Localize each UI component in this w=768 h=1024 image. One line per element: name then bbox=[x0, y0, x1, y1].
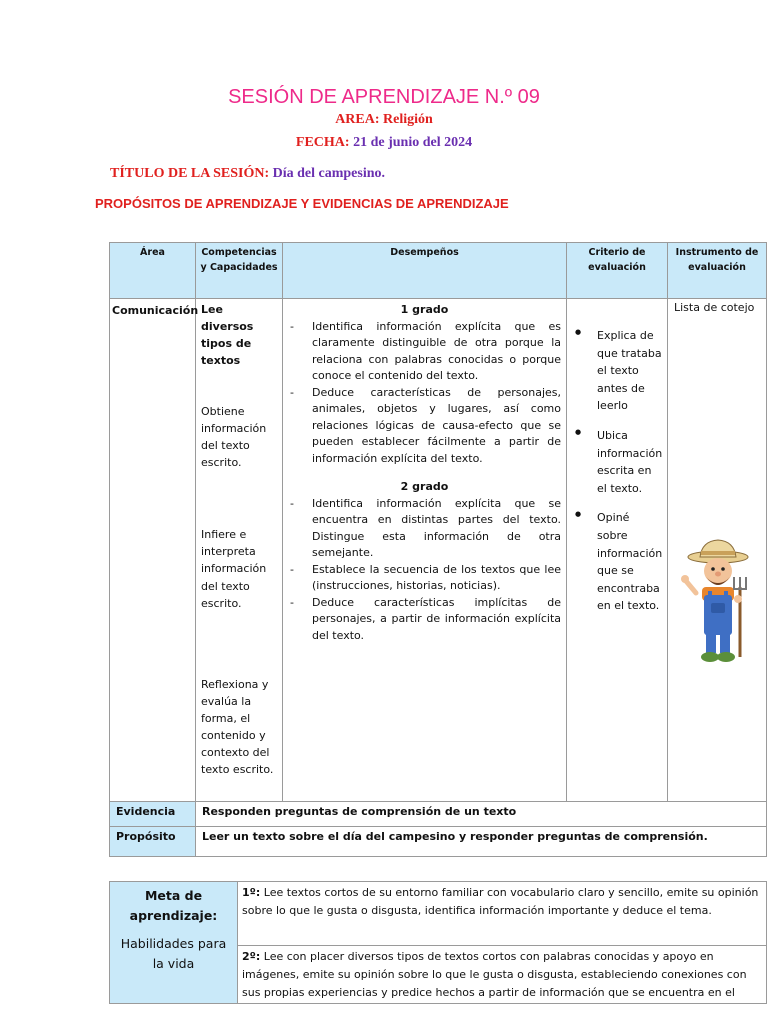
list-item: ● Explica de que trataba el texto antes de leerlo bbox=[571, 327, 663, 415]
competencias-cell bbox=[196, 299, 283, 802]
proposito-row bbox=[110, 827, 767, 857]
criterio-list bbox=[571, 327, 663, 615]
session-title: SESIÓN DE APRENDIZAJE N.º 09 bbox=[228, 86, 540, 108]
header-desempenos: Desempeños bbox=[283, 243, 567, 299]
capacidad-2: Infiere e interpreta información del texto escrito. bbox=[201, 528, 267, 610]
meta-item-1 bbox=[238, 882, 767, 946]
meta-sub: Habilidades para la vida bbox=[120, 936, 227, 971]
meta-item-1-label: 1º: bbox=[242, 886, 261, 899]
proposito-value: Leer un texto sobre el día del campesino y responder preguntas de comprensión. bbox=[196, 827, 767, 857]
grade2-list bbox=[288, 496, 561, 645]
meta-item-2-label: 2º: bbox=[242, 950, 261, 963]
meta-heading: Meta de aprendizaje: bbox=[129, 888, 218, 923]
header-area: Área bbox=[110, 243, 196, 299]
area-cell: Comunicación bbox=[110, 299, 196, 802]
grade1-list bbox=[288, 319, 561, 468]
capacidad-1: Obtiene información del texto escrito. bbox=[201, 405, 267, 470]
meta-heading-cell bbox=[110, 882, 238, 1004]
area-line bbox=[0, 112, 768, 128]
evidencia-value: Responden preguntas de comprensión de un texto bbox=[196, 802, 767, 827]
fecha-label: FECHA: bbox=[295, 135, 350, 150]
titulo-value: Día del campesino. bbox=[272, 166, 385, 181]
evidencia-label: Evidencia bbox=[110, 802, 196, 827]
desempenos-cell bbox=[283, 299, 567, 802]
header-instrumento: Instrumento de evaluación bbox=[668, 243, 767, 299]
list-item: - Establece la secuencia de los textos que lee (instrucciones, historias, noticias). bbox=[288, 562, 561, 595]
titulo-label: TÍTULO DE LA SESIÓN: bbox=[110, 166, 270, 181]
titulo-line bbox=[110, 166, 385, 182]
instrumento-text: Lista de cotejo bbox=[674, 301, 755, 314]
meta-item-1-text: Lee textos cortos de su entorno familiar con vocabulario claro y sencillo, emite su opinión sobre lo que le gusta o disgusta, identifica información importante y deduce el tema. bbox=[242, 886, 759, 917]
header-criterio: Criterio de evaluación bbox=[567, 243, 668, 299]
instrumento-cell bbox=[668, 299, 767, 802]
list-item: - Identifica información explícita que es claramente distinguible de otra porque la relaciona con palabras conocidas o porque conoce el contenido del texto. bbox=[288, 319, 561, 385]
capacidad-3: Reflexiona y evalúa la forma, el contenido y contexto del texto escrito. bbox=[201, 677, 274, 776]
list-item: - Deduce características de personajes, animales, objetos y lugares, así como relaciones lógicas de causa-efecto que se pueden establecer fácilmente a partir de información explícita del texto. bbox=[288, 385, 561, 468]
farmer-illustration bbox=[680, 537, 754, 667]
area-value: Religión bbox=[383, 112, 433, 127]
evidencia-row bbox=[110, 802, 767, 827]
list-item: - Identifica información explícita que se encuentra en distintas partes del texto. Distingue esta información de otra semejante. bbox=[288, 496, 561, 562]
grade2-title: 2 grado bbox=[400, 480, 449, 493]
meta-item-2-text: Lee con placer diversos tipos de textos cortos con palabras conocidas y apoyo en imágenes, emite su opinión sobre lo que le gusta o disgusta, estableciendo conexiones con sus propias experiencias y predice hechos a partir de información que se encuentra en el bbox=[242, 950, 747, 999]
competencia-text: Lee diversos tipos de textos bbox=[201, 303, 254, 368]
meta-table bbox=[109, 881, 767, 1004]
table-row bbox=[110, 299, 767, 802]
fecha-value: 21 de junio del 2024 bbox=[353, 135, 473, 150]
criterio-cell bbox=[567, 299, 668, 802]
propositos-heading: PROPÓSITOS DE APRENDIZAJE Y EVIDENCIAS DE APRENDIZAJE bbox=[95, 196, 509, 211]
meta-item-2 bbox=[238, 946, 767, 1004]
list-item: ● Opiné sobre información que se encontraba en el texto. bbox=[571, 509, 663, 615]
list-item: ● Ubica información escrita en el texto. bbox=[571, 427, 663, 497]
fecha-line bbox=[0, 135, 768, 151]
learning-table bbox=[109, 242, 767, 857]
grade1-title: 1 grado bbox=[400, 303, 449, 316]
list-item: - Deduce características implícitas de personajes, a partir de información explícita del texto. bbox=[288, 595, 561, 645]
area-label: AREA: bbox=[335, 112, 380, 127]
header-competencias: Competencias y Capacidades bbox=[196, 243, 283, 299]
proposito-label: Propósito bbox=[110, 827, 196, 857]
